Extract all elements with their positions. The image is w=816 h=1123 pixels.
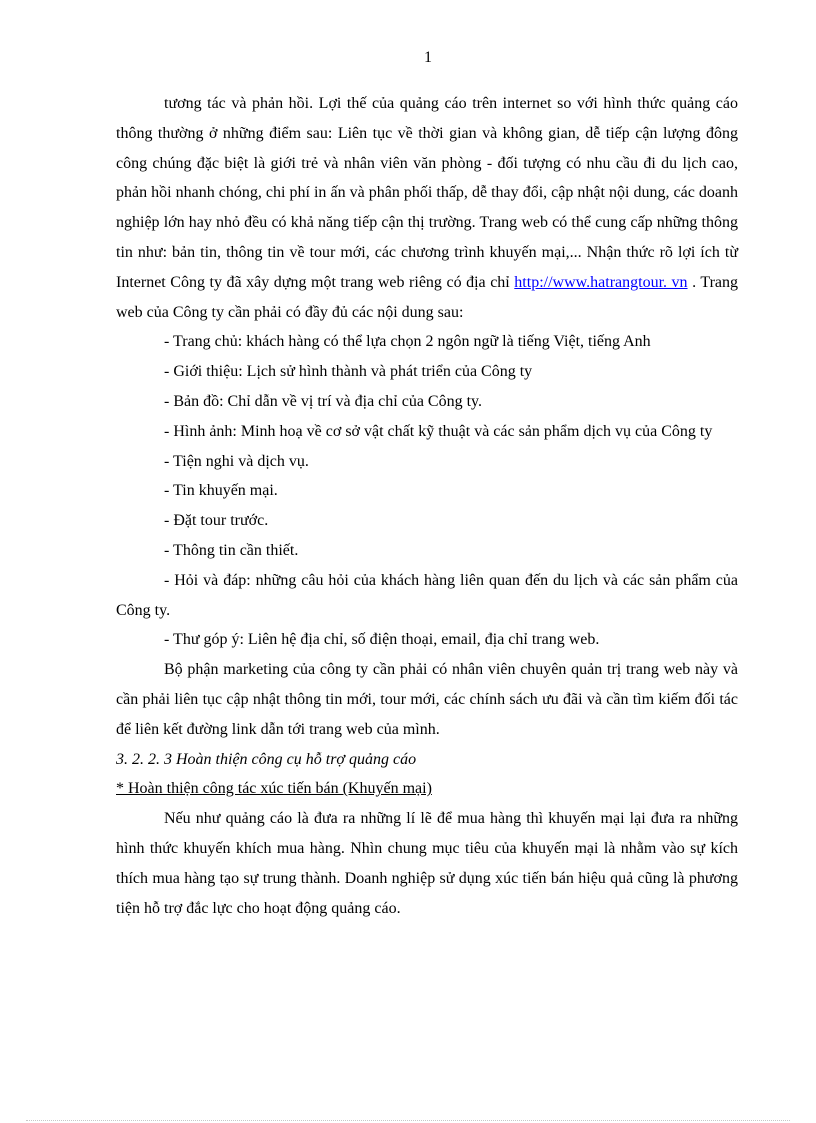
list-item: - Bản đồ: Chỉ dẫn về vị trí và địa chỉ của Công ty. <box>164 392 483 410</box>
list-item: - Trang chủ: khách hàng có thể lựa chọn 2 ngôn ngữ là tiếng Việt, tiếng Anh <box>164 333 651 351</box>
list-item: - Thư góp ý: Liên hệ địa chỉ, số điện thoại, email, địa chỉ trang web. <box>164 631 600 649</box>
list-item: - Tiện nghi và dịch vụ. <box>164 452 309 470</box>
list-item: - Hình ảnh: Minh hoạ về cơ sở vật chất kỹ thuật và các sản phẩm dịch vụ của Công ty <box>164 422 713 440</box>
final-paragraph: Nếu như quảng cáo là đưa ra những lí lẽ để mua hàng thì khuyến mại lại đưa ra những hình thức khuyến khích mua hàng. Nhìn chung mục tiêu của khuyến mại là nhằm vào sự kích thích mua hàng tạo sự trung thành. Doanh nghiệp sử dụng xúc tiến bán hiệu quả cũng là phương tiện hỗ trợ đắc lực cho hoạt động quảng cáo. <box>116 810 738 917</box>
page-bottom-divider <box>26 1120 790 1121</box>
website-link[interactable]: http://www.hatrangtour. vn <box>514 273 688 291</box>
list-item: - Thông tin cần thiết. <box>164 541 299 559</box>
subheading: * Hoàn thiện công tác xúc tiến bán (Khuyến mại) <box>116 780 432 798</box>
intro-paragraph <box>116 89 738 327</box>
section-heading: 3. 2. 2. 3 Hoàn thiện công cụ hỗ trợ quảng cáo <box>116 750 417 768</box>
document-body <box>116 89 738 923</box>
marketing-paragraph: Bộ phận marketing của công ty cần phải có nhân viên chuyên quản trị trang web này và cần phải liên tục cập nhật thông tin mới, tour mới, các chính sách ưu đãi và cần tìm kiếm đối tác để liên kết đường link dẫn tới trang web của mình. <box>116 661 738 738</box>
page-number: 1 <box>424 49 432 66</box>
list-item: - Tin khuyến mại. <box>164 482 278 500</box>
intro-paragraph-tail: . Trang web của Công ty cần phải có đầy đủ các nội dung sau: <box>116 273 739 321</box>
list-item: - Đặt tour trước. <box>164 512 269 530</box>
subheading-line <box>116 774 738 804</box>
intro-paragraph-text: tương tác và phản hồi. Lợi thế của quảng cáo trên internet so với hình thức quảng cáo thông thường ở những điểm sau: Liên tục về thời gian và không gian, dễ tiếp cận lượng đông công chúng đặc biệt là giới trẻ và nhân viên văn phòng - đối tượng có nhu cầu đi du lịch cao, phản hồi nhanh chóng, chi phí in ấn và phân phối thấp, dễ thay đổi, cập nhật nội dung, các doanh nghiệp lớn hay nhỏ đều có khả năng tiếp cận thị trường. Trang web có thể cung cấp những thông tin như: bản tin, thông tin về tour mới, các chương trình khuyến mại,... Nhận thức rõ lợi ích từ Internet Công ty đã xây dựng một trang web riêng có địa chỉ <box>116 95 738 291</box>
list-item: - Giới thiệu: Lịch sử hình thành và phát triển của Công ty <box>164 363 533 381</box>
list-item: - Hỏi và đáp: những câu hỏi của khách hàng liên quan đến du lịch và các sản phẩm của Công ty. <box>116 571 738 619</box>
